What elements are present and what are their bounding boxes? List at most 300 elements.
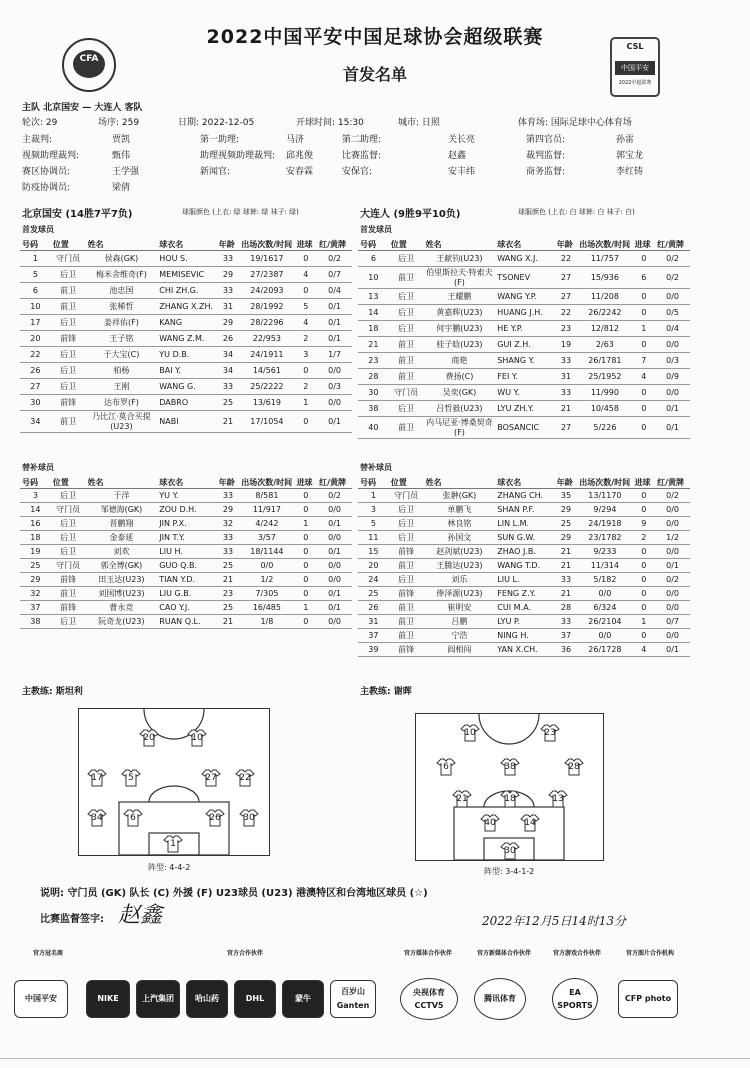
match-line: 主队 北京国安 — 大连人 客队: [22, 103, 143, 113]
column-header: 球衣名: [495, 238, 554, 251]
table-cell: 30: [20, 395, 51, 411]
table-cell: 0/0: [655, 629, 690, 643]
table-cell: 3: [20, 489, 51, 503]
bottom-divider: [0, 1058, 750, 1059]
table-cell: 6: [633, 267, 656, 289]
table-cell: 0/0: [655, 545, 690, 559]
table-cell: 12/812: [577, 321, 632, 337]
table-cell: 0: [633, 385, 656, 401]
legend: 说明: 守门员 (GK) 队长 (C) 外援 (F) U23球员 (U23) 港澳特区和台湾地区球员 (☆): [40, 888, 428, 899]
table-cell: 0: [633, 629, 656, 643]
table-cell: 2/63: [577, 337, 632, 353]
table-cell: LIU G.B.: [157, 587, 216, 601]
table-cell: 28: [555, 601, 578, 615]
table-cell: 0/1: [655, 559, 690, 573]
table-cell: 前卫: [389, 337, 424, 353]
table-cell: BAI Y.: [157, 363, 216, 379]
table-cell: 26/1781: [577, 353, 632, 369]
table-cell: 后卫: [389, 251, 424, 267]
table-cell: 24: [358, 573, 389, 587]
sponsor-ea-logo: EA SPORTS: [552, 978, 598, 1020]
table-cell: 后卫: [51, 615, 86, 629]
table-cell: 4: [633, 369, 656, 385]
table-cell: 33: [555, 573, 578, 587]
official-name: 邱兆俊: [286, 151, 314, 161]
table-cell: 1: [358, 489, 389, 503]
official-role: 比赛监督:: [342, 151, 382, 161]
table-cell: 0/0: [577, 587, 632, 601]
table-cell: 后卫: [389, 531, 424, 545]
official-role: 赛区协调员:: [22, 167, 71, 177]
table-cell: 18/1144: [239, 545, 294, 559]
table-cell: 32: [217, 517, 240, 531]
table-row: [358, 545, 690, 559]
table-cell: 0/3: [317, 379, 352, 395]
table-row: [358, 643, 690, 657]
table-cell: JIN P.X.: [157, 517, 216, 531]
table-cell: NABI: [157, 411, 216, 433]
table-cell: 前锋: [389, 545, 424, 559]
table-cell: 32: [20, 587, 51, 601]
table-cell: 0: [633, 545, 656, 559]
table-cell: 0/0: [317, 503, 352, 517]
table-cell: WU Y.: [495, 385, 554, 401]
table-cell: 0: [633, 401, 656, 417]
table-cell: 前锋: [389, 587, 424, 601]
table-cell: 4/242: [239, 517, 294, 531]
table-cell: 孙国文: [424, 531, 496, 545]
table-cell: BOSANCIC: [495, 417, 554, 439]
table-cell: 25: [358, 587, 389, 601]
table-cell: WANG T.D.: [495, 559, 554, 573]
table-cell: WANG G.: [157, 379, 216, 395]
away-starters-table: [358, 238, 690, 439]
table-cell: 0: [633, 601, 656, 615]
table-cell: 0/0: [317, 615, 352, 629]
table-row: [20, 601, 352, 615]
table-cell: KANG: [157, 315, 216, 331]
table-cell: 26/2242: [577, 305, 632, 321]
table-row: [358, 321, 690, 337]
table-cell: 27: [555, 417, 578, 439]
table-cell: 0/1: [317, 331, 352, 347]
table-cell: 11/208: [577, 289, 632, 305]
table-cell: 33: [555, 615, 578, 629]
table-cell: ZHANG X.ZH.: [157, 299, 216, 315]
table-cell: 王子铭: [86, 331, 158, 347]
table-cell: 21: [217, 615, 240, 629]
table-cell: 11/990: [577, 385, 632, 401]
table-cell: 29: [555, 531, 578, 545]
official-role: 第二助理:: [342, 135, 382, 145]
table-row: [20, 299, 352, 315]
table-cell: 吕鹏: [424, 615, 496, 629]
table-cell: 13: [358, 289, 389, 305]
table-cell: 0/0: [317, 573, 352, 587]
table-cell: 王耀鹏: [424, 289, 496, 305]
table-cell: 后卫: [51, 489, 86, 503]
sponsor-mengniu-logo: 蒙牛: [282, 980, 324, 1018]
table-cell: 14/561: [239, 363, 294, 379]
column-header: 年龄: [217, 476, 240, 489]
table-cell: 23: [217, 587, 240, 601]
table-cell: JIN T.Y.: [157, 531, 216, 545]
table-cell: YU D.B.: [157, 347, 216, 363]
table-cell: 36: [555, 643, 578, 657]
table-cell: 后卫: [51, 267, 86, 283]
table-cell: 前锋: [51, 601, 86, 615]
table-cell: 5/226: [577, 417, 632, 439]
table-cell: 0/0: [655, 587, 690, 601]
table-cell: 0/3: [655, 353, 690, 369]
table-cell: 11: [358, 531, 389, 545]
table-cell: 0/1: [317, 517, 352, 531]
table-cell: 25: [217, 395, 240, 411]
table-cell: WANG Y.P.: [495, 289, 554, 305]
table-row: [358, 401, 690, 417]
jersey-icon: 26: [205, 809, 225, 827]
sponsor-hashan-logo: 哈山药: [186, 980, 228, 1018]
table-cell: 15/936: [577, 267, 632, 289]
table-cell: 0: [633, 417, 656, 439]
page-subtitle: 首发名单: [342, 65, 407, 84]
official-name: 王学强: [112, 167, 140, 177]
jersey-icon: 21: [452, 790, 472, 808]
table-cell: HUANG J.H.: [495, 305, 554, 321]
official-name: 孙雷: [616, 135, 635, 145]
home-kit: 球服颜色 (上衣: 绿 球裤: 绿 袜子: 绿): [182, 208, 299, 216]
table-cell: 25: [217, 601, 240, 615]
table-cell: 33: [217, 379, 240, 395]
table-cell: 0: [633, 251, 656, 267]
table-row: [358, 573, 690, 587]
jersey-icon: 38: [500, 758, 520, 776]
table-cell: 0: [295, 411, 318, 433]
table-cell: 16: [20, 517, 51, 531]
table-cell: ZHAO J.B.: [495, 545, 554, 559]
column-header: 位置: [389, 238, 424, 251]
table-row: [20, 267, 352, 283]
table-cell: LYU ZH.Y.: [495, 401, 554, 417]
table-cell: SHANG Y.: [495, 353, 554, 369]
jersey-icon: 34: [87, 809, 107, 827]
table-cell: 34: [217, 347, 240, 363]
table-cell: 商艳: [424, 353, 496, 369]
table-cell: 22/953: [239, 331, 294, 347]
jersey-icon: 1: [163, 835, 183, 853]
table-cell: 0/1: [317, 299, 352, 315]
table-cell: 14: [20, 503, 51, 517]
table-cell: 0/2: [655, 573, 690, 587]
table-cell: 曹永竞: [86, 601, 158, 615]
table-cell: 宁浩: [424, 629, 496, 643]
table-cell: 33: [217, 531, 240, 545]
jersey-icon: 10: [460, 724, 480, 742]
table-cell: 28: [358, 369, 389, 385]
table-cell: 前锋: [51, 573, 86, 587]
column-header: 姓名: [86, 476, 158, 489]
table-cell: 0/1: [655, 417, 690, 439]
table-cell: 6: [20, 283, 51, 299]
table-cell: FENG Z.Y.: [495, 587, 554, 601]
official-name: 贾凯: [112, 135, 131, 145]
table-cell: 黄嘉辉(U23): [424, 305, 496, 321]
match-date: 日期: 2022-12-05: [178, 118, 255, 128]
table-cell: 前卫: [51, 283, 86, 299]
official-role: 防疫协调员:: [22, 183, 71, 193]
table-cell: RUAN Q.L.: [157, 615, 216, 629]
table-row: [20, 489, 352, 503]
table-cell: 内马尼亚·博桑契奇(F): [424, 417, 496, 439]
table-cell: 0: [295, 559, 318, 573]
jersey-icon: 28: [564, 758, 584, 776]
table-cell: 1/8: [239, 615, 294, 629]
table-cell: 前卫: [389, 267, 424, 289]
table-cell: 金泰延: [86, 531, 158, 545]
table-cell: 1: [633, 615, 656, 629]
table-cell: 1: [295, 395, 318, 411]
table-cell: 0: [295, 545, 318, 559]
table-row: [358, 615, 690, 629]
sponsor-header-1: 官方冠名商: [32, 950, 63, 957]
table-row: [358, 531, 690, 545]
table-row: [20, 347, 352, 363]
table-row: [20, 363, 352, 379]
table-cell: 前锋: [51, 395, 86, 411]
sponsor-header-6: 官方图片合作机构: [625, 950, 674, 957]
column-header: 号码: [358, 476, 389, 489]
table-cell: 33: [217, 251, 240, 267]
table-cell: 后卫: [51, 517, 86, 531]
table-cell: 31: [555, 369, 578, 385]
jersey-icon: 27: [201, 769, 221, 787]
sponsor-header-3: 官方媒体合作伙伴: [403, 950, 452, 957]
sponsor-header-5: 官方游戏合作伙伴: [552, 950, 601, 957]
table-cell: 13/1170: [577, 489, 632, 503]
table-cell: 邹德海(GK): [86, 503, 158, 517]
table-cell: 6/324: [577, 601, 632, 615]
table-row: [20, 283, 352, 299]
table-cell: 梅米舍维奇(F): [86, 267, 158, 283]
cfa-logo-icon: CFA: [62, 38, 116, 92]
table-cell: 5: [295, 299, 318, 315]
table-cell: 后卫: [51, 531, 86, 545]
table-cell: 后卫: [389, 503, 424, 517]
table-cell: 后卫: [389, 517, 424, 531]
sponsor-header-2: 官方合作伙伴: [226, 950, 263, 957]
table-cell: 0/0: [577, 629, 632, 643]
table-row: [20, 395, 352, 411]
table-cell: 0: [295, 615, 318, 629]
column-header: 姓名: [424, 476, 496, 489]
sponsor-header-4: 官方新媒体合作伙伴: [476, 950, 531, 957]
table-cell: 3/57: [239, 531, 294, 545]
table-cell: 29: [555, 503, 578, 517]
table-cell: 17: [20, 315, 51, 331]
table-row: [20, 531, 352, 545]
table-cell: 乃比江·莫合买提(U23): [86, 411, 158, 433]
table-cell: 前卫: [51, 299, 86, 315]
table-cell: NING H.: [495, 629, 554, 643]
table-cell: 14: [358, 305, 389, 321]
table-cell: 1/2: [239, 573, 294, 587]
jersey-icon: 22: [235, 769, 255, 787]
table-cell: 郭全博(GK): [86, 559, 158, 573]
table-cell: 11/917: [239, 503, 294, 517]
sponsor-cfp-logo: CFP photo: [618, 980, 678, 1018]
table-row: [358, 289, 690, 305]
column-header: 年龄: [555, 476, 578, 489]
table-cell: WANG Z.M.: [157, 331, 216, 347]
column-header: 姓名: [86, 238, 158, 251]
table-cell: 0: [633, 573, 656, 587]
jersey-icon: 23: [540, 724, 560, 742]
table-cell: 赵剑斌(U23): [424, 545, 496, 559]
table-row: [20, 573, 352, 587]
table-cell: TSONEV: [495, 267, 554, 289]
table-cell: 37: [20, 601, 51, 615]
table-cell: 22: [555, 251, 578, 267]
column-header: 球衣名: [495, 476, 554, 489]
table-cell: 31: [217, 299, 240, 315]
table-cell: 0: [295, 587, 318, 601]
table-cell: 29: [20, 573, 51, 587]
official-name: 李红铸: [616, 167, 644, 177]
column-header: 红/黄牌: [317, 238, 352, 251]
table-cell: 10/458: [577, 401, 632, 417]
table-cell: TIAN Y.D.: [157, 573, 216, 587]
table-cell: LIU L.: [495, 573, 554, 587]
column-header: 球衣名: [157, 238, 216, 251]
table-cell: 21: [555, 587, 578, 601]
kickoff: 开球时间: 15:30: [296, 118, 364, 128]
table-cell: 39: [358, 643, 389, 657]
table-cell: 25/1952: [577, 369, 632, 385]
table-cell: 0/0: [317, 531, 352, 545]
page-title: 2022中国平安中国足球协会超级联赛: [206, 26, 544, 48]
sponsor-nike-logo: NIKE: [86, 980, 130, 1018]
table-cell: 0/0: [655, 601, 690, 615]
table-cell: 30: [358, 385, 389, 401]
table-cell: 崔明安: [424, 601, 496, 615]
table-cell: 0: [295, 531, 318, 545]
table-cell: 40: [358, 417, 389, 439]
away-subs-table: [358, 476, 690, 657]
table-cell: 前卫: [389, 417, 424, 439]
jersey-icon: 17: [87, 769, 107, 787]
table-cell: 6: [358, 251, 389, 267]
table-cell: 25: [217, 559, 240, 573]
table-cell: 吕哲毅(U23): [424, 401, 496, 417]
table-cell: FEI Y.: [495, 369, 554, 385]
home-team-name: 北京国安 (14胜7平7负): [22, 209, 133, 220]
table-cell: 0/1: [655, 643, 690, 657]
table-cell: DABRO: [157, 395, 216, 411]
table-cell: 0/9: [655, 369, 690, 385]
signature: 赵鑫: [118, 903, 163, 928]
table-cell: 13/619: [239, 395, 294, 411]
table-cell: 张稀哲: [86, 299, 158, 315]
column-header: 号码: [20, 238, 51, 251]
table-cell: 前卫: [389, 629, 424, 643]
sponsor-cctv5-logo: 央视体育 CCTV5: [400, 978, 458, 1020]
table-cell: 0/7: [317, 267, 352, 283]
table-cell: 前锋: [389, 643, 424, 657]
official-name: 赵鑫: [448, 151, 467, 161]
table-cell: 0: [295, 251, 318, 267]
table-cell: 0/2: [655, 251, 690, 267]
official-name: 马济: [286, 135, 305, 145]
table-cell: 0/2: [655, 489, 690, 503]
home-formation: 阵型: 4-4-2: [148, 863, 191, 872]
column-header: 进球: [295, 238, 318, 251]
table-cell: 18: [358, 321, 389, 337]
table-cell: 0/0: [317, 559, 352, 573]
table-row: [20, 411, 352, 433]
table-row: [20, 503, 352, 517]
column-header: 出场次数/时间: [239, 238, 294, 251]
table-cell: 21: [555, 559, 578, 573]
table-cell: 林良铭: [424, 517, 496, 531]
table-cell: 前卫: [389, 369, 424, 385]
table-cell: 守门员: [51, 559, 86, 573]
table-cell: 0/1: [317, 545, 352, 559]
table-cell: 单鹏飞: [424, 503, 496, 517]
table-cell: 0/0: [239, 559, 294, 573]
table-cell: 37: [358, 629, 389, 643]
table-cell: 5: [20, 267, 51, 283]
table-cell: 25/2222: [239, 379, 294, 395]
official-name: 郭宝龙: [616, 151, 644, 161]
table-cell: 5: [358, 517, 389, 531]
table-cell: YAN X.CH.: [495, 643, 554, 657]
handwritten-datetime: 2022年12月5日14时13分: [482, 914, 626, 928]
official-name: 关长亮: [448, 135, 476, 145]
table-cell: 27: [555, 289, 578, 305]
table-cell: 俸泽源(U23): [424, 587, 496, 601]
home-starters-label: 首发球员: [22, 225, 54, 234]
official-name: 安春霖: [286, 167, 314, 177]
table-cell: 0/2: [317, 251, 352, 267]
table-cell: 吴奕(GK): [424, 385, 496, 401]
table-cell: 10: [358, 267, 389, 289]
table-cell: 28/1992: [239, 299, 294, 315]
table-cell: 22: [20, 347, 51, 363]
table-cell: 2: [295, 379, 318, 395]
table-cell: 11/757: [577, 251, 632, 267]
table-cell: HOU S.: [157, 251, 216, 267]
sponsor-saic-logo: 上汽集团: [136, 980, 180, 1018]
table-cell: 1/7: [317, 347, 352, 363]
table-cell: 1: [295, 517, 318, 531]
csl-logo-icon: CSL 中国平安 2022中超联赛: [610, 37, 660, 97]
jersey-icon: 30: [500, 842, 520, 860]
table-cell: 后卫: [51, 315, 86, 331]
table-cell: 0/0: [655, 517, 690, 531]
table-cell: 19: [20, 545, 51, 559]
table-cell: 4: [633, 643, 656, 657]
table-cell: 刘乐: [424, 573, 496, 587]
column-header: 号码: [358, 238, 389, 251]
table-cell: 26: [217, 331, 240, 347]
table-cell: 后卫: [51, 363, 86, 379]
table-cell: 0: [295, 573, 318, 587]
table-cell: 26/2104: [577, 615, 632, 629]
column-header: 进球: [295, 476, 318, 489]
table-row: [20, 545, 352, 559]
table-cell: LYU P.: [495, 615, 554, 629]
table-cell: 9/294: [577, 503, 632, 517]
